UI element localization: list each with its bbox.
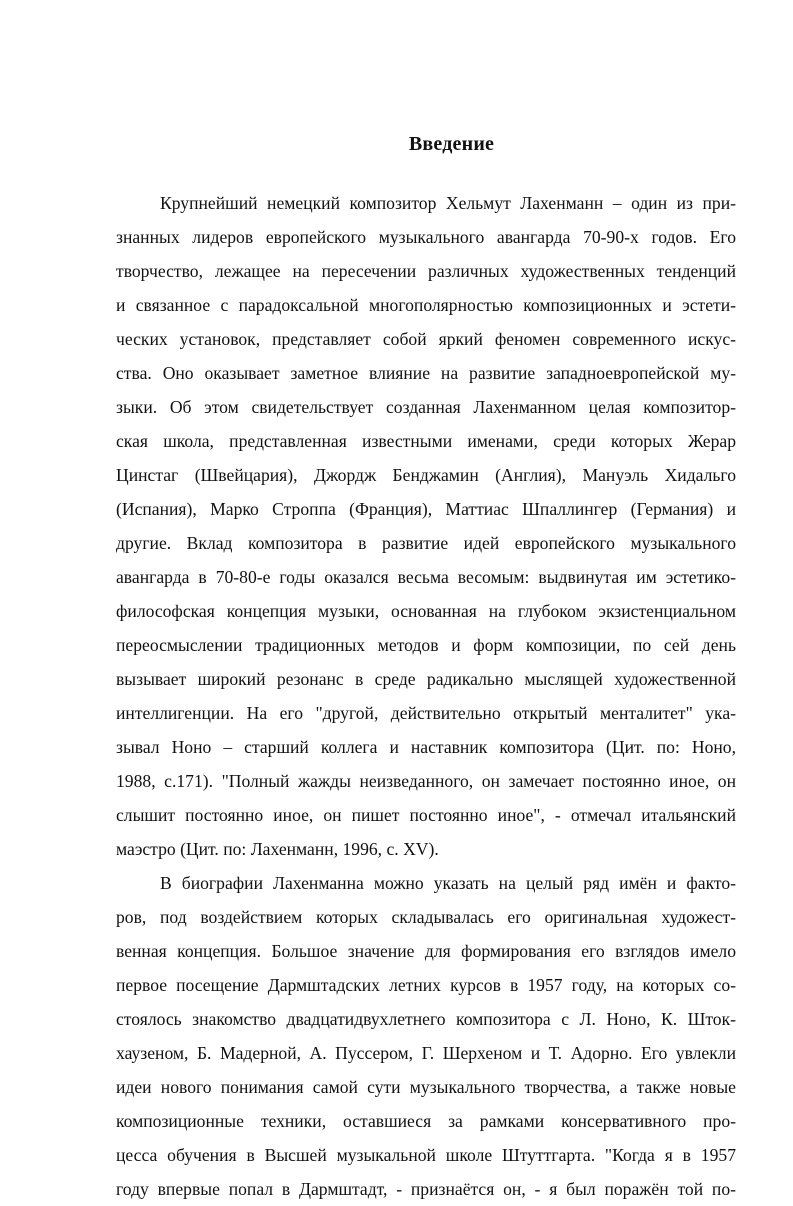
text-line: ская школа, представленная известными именами, среди которых Жерар <box>116 431 736 451</box>
text-line: ства. Оно оказывает заметное влияние на развитие западноевропейской му- <box>116 363 736 383</box>
text-line: зыки. Об этом свидетельствует созданная Лахенманном целая композитор- <box>116 397 736 417</box>
page-title: Введение <box>408 133 495 155</box>
text-line: венная концепция. Большое значение для формирования его взглядов имело <box>116 941 736 961</box>
text-line: интеллигенции. На его "другой, действительно открытый менталитет" ука- <box>116 703 736 723</box>
text-line: стоялось знакомство двадцатидвухлетнего композитора с Л. Ноно, К. Шток- <box>116 1009 736 1029</box>
text-line: маэстро (Цит. по: Лахенманн, 1996, с. XV). <box>116 839 439 859</box>
text-line: В биографии Лахенманна можно указать на целый ряд имён и факто- <box>160 873 736 893</box>
body-text <box>116 186 736 1206</box>
text-line: 1988, с.171). "Полный жажды неизведанного, он замечает постоянно иное, он <box>116 771 736 791</box>
text-line: ров, под воздействием которых складывалась его оригинальная художест- <box>116 907 736 927</box>
text-line: (Испания), Марко Строппа (Франция), Маттиас Шпаллингер (Германия) и <box>116 499 736 519</box>
text-line: идеи нового понимания самой сути музыкального творчества, а также новые <box>116 1077 736 1097</box>
text-line: году впервые попал в Дармштадт, - признаётся он, - я был поражён той по- <box>116 1179 736 1199</box>
text-line: ческих установок, представляет собой яркий феномен современного искус- <box>116 329 736 349</box>
text-line: Крупнейший немецкий композитор Хельмут Лахенманн – один из при- <box>160 193 736 213</box>
text-line: вызывает широкий резонанс в среде радикально мыслящей художественной <box>116 669 736 689</box>
text-line: зывал Ноно – старший коллега и наставник композитора (Цит. по: Ноно, <box>116 737 736 757</box>
text-line: знанных лидеров европейского музыкального авангарда 70-90-х годов. Его <box>116 227 736 247</box>
paragraph-1 <box>116 186 736 866</box>
text-line: слышит постоянно иное, он пишет постоянно иное", - отмечал итальянский <box>116 805 736 825</box>
text-line: первое посещение Дармштадских летних курсов в 1957 году, на которых со- <box>116 975 736 995</box>
text-line: композиционные техники, оставшиеся за рамками консервативного про- <box>116 1111 736 1131</box>
text-line: авангарда в 70-80-е годы оказался весьма весомым: выдвинутая им эстетико- <box>116 567 736 587</box>
text-line: хаузеном, Б. Мадерной, А. Пуссером, Г. Шерхеном и Т. Адорно. Его увлекли <box>116 1043 736 1063</box>
text-line: и связанное с парадоксальной многополярностью композиционных и эстети- <box>116 295 736 315</box>
text-line: переосмыслении традиционных методов и форм композиции, по сей день <box>116 635 736 655</box>
text-line: Цинстаг (Швейцария), Джордж Бенджамин (Англия), Мануэль Хидальго <box>116 465 736 485</box>
paragraph-2 <box>116 866 736 1206</box>
text-line: философская концепция музыки, основанная на глубоком экзистенциальном <box>116 601 736 621</box>
text-line: цесса обучения в Высшей музыкальной школе Штуттгарта. "Когда я в 1957 <box>116 1145 736 1165</box>
text-line: творчество, лежащее на пересечении различных художественных тенденций <box>116 261 736 281</box>
text-line: другие. Вклад композитора в развитие идей европейского музыкального <box>116 533 736 553</box>
